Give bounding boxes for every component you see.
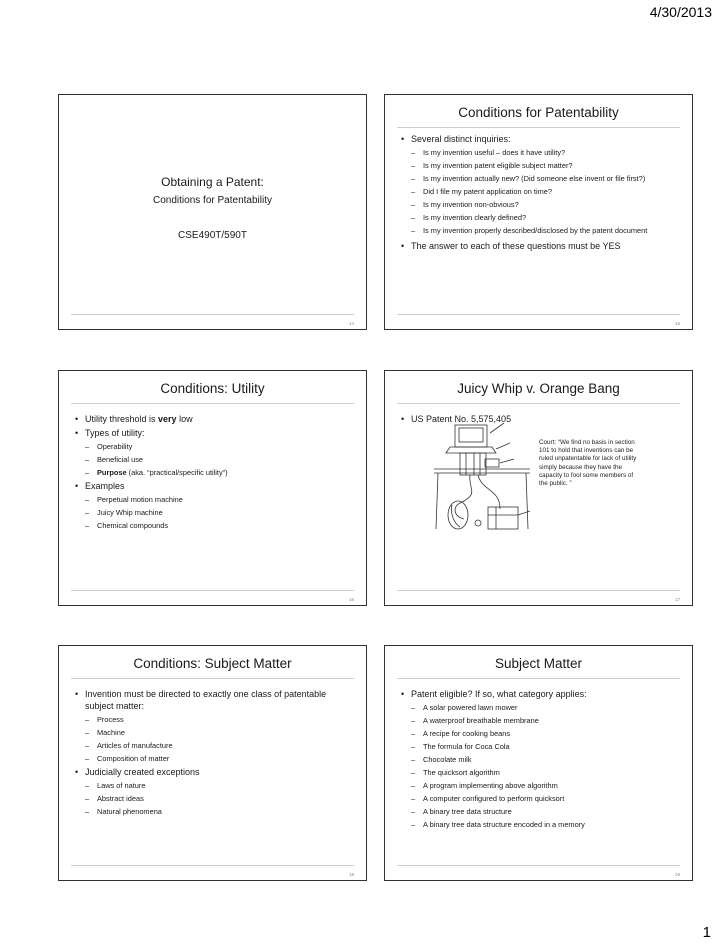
sub-bullet: – Articles of manufacture <box>73 741 356 751</box>
bullet-text: Utility threshold is <box>85 414 159 424</box>
page-number: 1 <box>702 924 711 941</box>
sub-bullet: – Process <box>73 715 356 725</box>
sub-bullet: – A binary tree data structure encoded in a memory <box>399 820 682 830</box>
slide-footer-rule <box>71 865 354 866</box>
sub-bullet: – Composition of matter <box>73 754 356 764</box>
slide-title: Conditions: Utility <box>160 381 265 396</box>
slide-body <box>399 131 682 252</box>
sub-bullet: – Is my invention actually new? (Did someone else invent or file first?) <box>399 174 682 184</box>
sub-bullet: – Natural phenomena <box>73 807 356 817</box>
slide-body <box>73 411 356 531</box>
sub-bullet: – Is my invention non-obvious? <box>399 200 682 210</box>
slide-title: Conditions: Subject Matter <box>133 656 292 671</box>
slide-14-title: Obtaining a Patent: <box>161 175 264 189</box>
slide-title-rule <box>71 678 354 679</box>
sub-bullet: – A recipe for cooking beans <box>399 729 682 739</box>
bullet: • Invention must be directed to exactly one class of patentable subject matter: <box>73 688 356 712</box>
bullet: • Several distinct inquiries: <box>399 133 682 145</box>
bullet: • Judicially created exceptions <box>73 766 356 778</box>
slide-title: Juicy Whip v. Orange Bang <box>457 381 620 396</box>
sub-bullet: – Abstract ideas <box>73 794 356 804</box>
sub-bullet: – Chocolate milk <box>399 755 682 765</box>
sub-bullet: – Perpetual motion machine <box>73 495 356 505</box>
bullet-bold: very <box>158 414 177 424</box>
sub-bullet: – Did I file my patent application on time? <box>399 187 682 197</box>
slide-number: 18 <box>348 872 354 877</box>
sub-bullet: – Laws of nature <box>73 781 356 791</box>
slide-title-rule <box>397 127 680 128</box>
sub-bullet: – A program implementing above algorithm <box>399 781 682 791</box>
slide-14 <box>58 94 367 330</box>
slide-number: 16 <box>348 597 354 602</box>
slide-14-course: CSE490T/590T <box>178 230 247 241</box>
sub-bullet <box>73 468 356 478</box>
slide-footer-rule <box>71 590 354 591</box>
sub-bullet-text: (aka. “practical/specific utility”) <box>126 468 228 477</box>
slide-title: Subject Matter <box>494 656 583 671</box>
slide-19 <box>384 645 693 881</box>
sub-bullet: – Beneficial use <box>73 455 356 465</box>
sub-bullet: – A computer configured to perform quicksort <box>399 794 682 804</box>
sub-bullet: – Is my invention patent eligible subject matter? <box>399 161 682 171</box>
slide-number: 15 <box>674 321 680 326</box>
sub-bullet: – Machine <box>73 728 356 738</box>
slide-body <box>399 686 682 830</box>
slide-title-rule <box>397 678 680 679</box>
slide-18 <box>58 645 367 881</box>
sub-bullet: – Operability <box>73 442 356 452</box>
slide-body <box>73 686 356 817</box>
court-quote: Court: “We find no basis in section 101 to hold that inventions can be ruled unpatentable for lack of utility simply because they have the capacity to fool some members of the public. ” <box>539 439 637 488</box>
patent-drawing-illustration <box>430 419 540 544</box>
sub-bullet: – A binary tree data structure <box>399 807 682 817</box>
sub-bullet: – The quicksort algorithm <box>399 768 682 778</box>
sub-bullet-bold: Purpose <box>97 468 127 477</box>
sub-bullet: – The formula for Coca Cola <box>399 742 682 752</box>
slide-17 <box>384 370 693 606</box>
slide-title-rule <box>71 403 354 404</box>
slide-footer-rule <box>71 314 354 315</box>
sub-bullet: – Is my invention useful – does it have utility? <box>399 148 682 158</box>
bullet: • US Patent No. 5,575,405 <box>399 413 682 425</box>
bullet: • Examples <box>73 480 356 492</box>
slide-number: 17 <box>674 597 680 602</box>
sub-bullet: – A solar powered lawn mower <box>399 703 682 713</box>
slide-footer-rule <box>397 865 680 866</box>
sub-bullet: – Juicy Whip machine <box>73 508 356 518</box>
slide-16 <box>58 370 367 606</box>
slide-number: 14 <box>348 321 354 326</box>
slide-title-rule <box>397 403 680 404</box>
bullet: • The answer to each of these questions must be YES <box>399 240 682 252</box>
slide-15 <box>384 94 693 330</box>
sub-bullet: – A waterproof breathable membrane <box>399 716 682 726</box>
slide-footer-rule <box>397 314 680 315</box>
bullet <box>73 413 356 425</box>
slide-title: Conditions for Patentability <box>458 105 619 120</box>
slide-number: 19 <box>674 872 680 877</box>
header-date: 4/30/2013 <box>649 4 712 20</box>
bullet-text: low <box>176 414 193 424</box>
sub-bullet: – Is my invention properly described/disclosed by the patent document <box>399 226 682 236</box>
bullet: • Types of utility: <box>73 427 356 439</box>
sub-bullet: – Is my invention clearly defined? <box>399 213 682 223</box>
slide-footer-rule <box>397 590 680 591</box>
sub-bullet: – Chemical compounds <box>73 521 356 531</box>
slide-14-subtitle: Conditions for Patentability <box>153 195 272 206</box>
bullet: • Patent eligible? If so, what category applies: <box>399 688 682 700</box>
